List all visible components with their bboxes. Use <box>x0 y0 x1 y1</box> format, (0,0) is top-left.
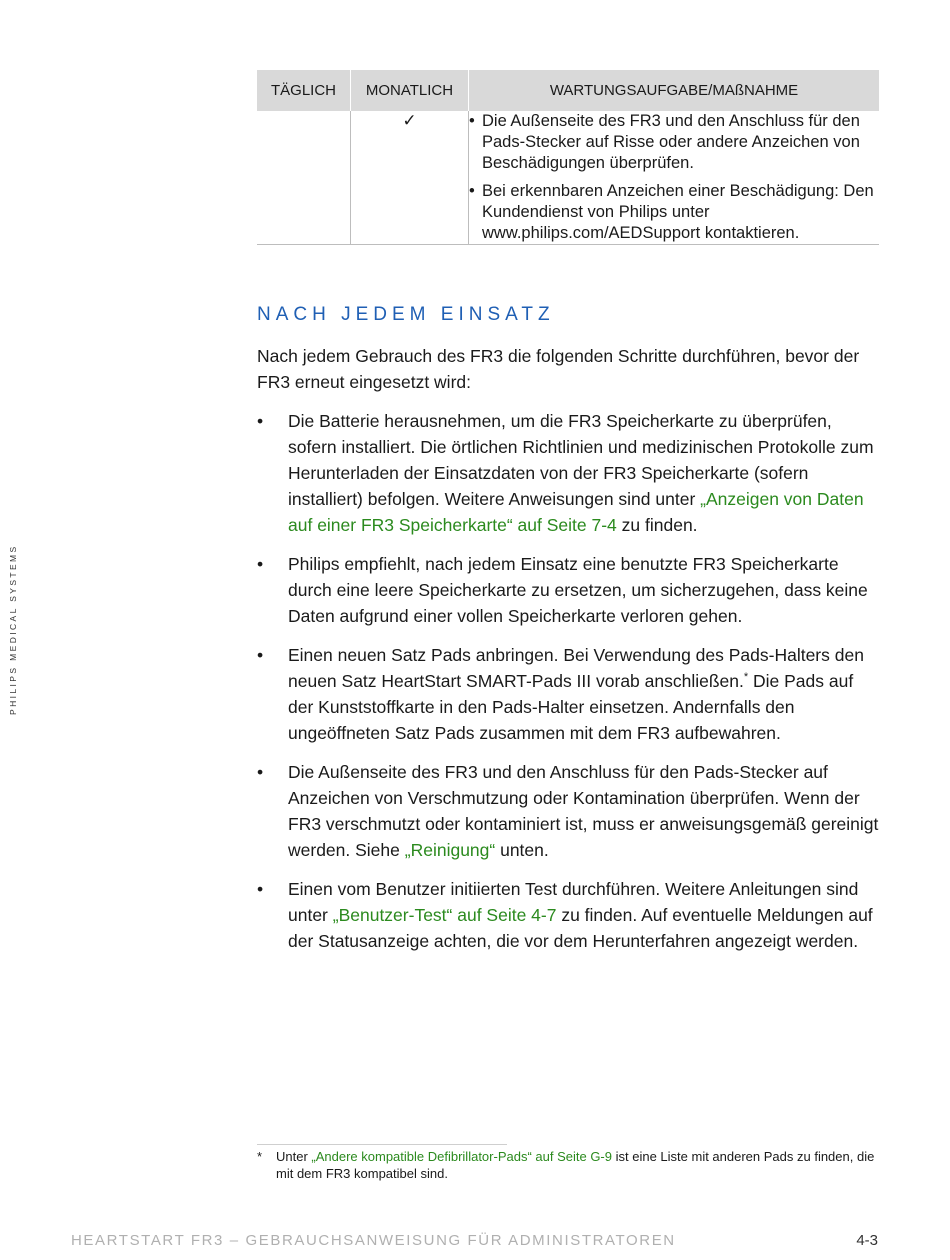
footnote-text-before: Unter <box>276 1149 312 1164</box>
header-monthly: MONATLICH <box>351 70 469 111</box>
item-text: Einen neuen Satz Pads anbringen. Bei Verwendung des Pads-Halters den neuen Satz HeartStart SMART-Pads III vorab anschließen. <box>288 645 864 691</box>
header-daily: TÄGLICH <box>257 70 351 111</box>
list-item <box>257 551 882 629</box>
item-text: Die Batterie herausnehmen, um die FR3 Speicherkarte zu überprüfen, sofern installiert. Die örtlichen Richtlinien und medizinischen Protokolle zum Herunterladen der Einsatzdaten von der FR3 Speicherkarte (sofern installiert) befolgen. Weitere Anweisungen sind unter <box>288 411 874 509</box>
link-kompatible-pads[interactable]: „Andere kompatible Defibrillator-Pads“ auf Seite G-9 <box>311 1149 612 1164</box>
list-item <box>257 642 882 746</box>
bullet-dot: • <box>469 112 475 130</box>
cell-monthly-check: ✓ <box>351 111 469 245</box>
bullet-dot: • <box>469 182 475 200</box>
page-number: 4-3 <box>856 1232 878 1249</box>
footnote <box>257 1148 882 1182</box>
bullet-dot: • <box>257 762 264 782</box>
link-benutzer-test[interactable]: „Benutzer-Test“ auf Seite 4-7 <box>332 905 557 925</box>
task-item <box>469 181 879 244</box>
header-task: WARTUNGSAUFGABE/MAßNAHME <box>469 70 880 111</box>
task-text: Bei erkennbaren Anzeichen einer Beschädigung: Den Kundendienst von Philips unter www.philips.com/AEDSupport kontaktieren. <box>482 182 874 242</box>
footer-title: HEARTSTART FR3 – GEBRAUCHSANWEISUNG FÜR ADMINISTRATOREN <box>71 1232 676 1249</box>
intro-paragraph: Nach jedem Gebrauch des FR3 die folgenden Schritte durchführen, bevor der FR3 erneut eingesetzt wird: <box>257 346 860 392</box>
footnote-text-after: ist eine Liste mit anderen Pads zu finden, die mit dem FR3 kompatibel sind. <box>276 1149 875 1181</box>
item-text: Die Pads auf der Kunststoffkarte in den Pads-Halter einsetzen. Andernfalls den ungeöffneten Satz Pads zusammen mit dem FR3 aufbewahren. <box>288 671 854 743</box>
cell-task <box>469 111 880 245</box>
footnote-mark: * <box>257 1149 263 1164</box>
item-text: zu finden. <box>616 515 698 535</box>
item-text: Philips empfiehlt, nach jedem Einsatz eine benutzte FR3 Speicherkarte durch eine leere Speicherkarte zu ersetzen, um sicherzugehen, dass keine Daten aufgrund einer vollen Speicherkarte verloren gehen. <box>288 554 868 626</box>
item-text: Einen vom Benutzer initiierten Test durchführen. Weitere Anleitungen sind unter <box>288 879 859 925</box>
item-text: zu finden. Auf eventuelle Meldungen auf der Statusanzeige achten, die vor dem Herunterfahren angezeigt werden. <box>288 905 873 951</box>
item-text: unten. <box>495 840 549 860</box>
steps-list <box>257 408 882 967</box>
side-label-text: PHILIPS MEDICAL SYSTEMS <box>8 544 18 715</box>
task-item <box>469 111 879 174</box>
link-reinigung[interactable]: „Reinigung“ <box>404 840 496 860</box>
footnote-reference[interactable]: * <box>743 671 749 683</box>
cell-daily <box>257 111 351 245</box>
bullet-dot: • <box>257 411 264 431</box>
side-label <box>6 545 20 715</box>
footnote-text <box>257 1148 882 1182</box>
table-row <box>257 111 879 245</box>
item-text: Die Außenseite des FR3 und den Anschluss für den Pads-Stecker auf Anzeichen von Verschmutzung oder Kontamination überprüfen. Wenn der FR3 verschmutzt oder kontaminiert ist, muss er anweisungsgemäß gereinigt werden. Siehe <box>288 762 879 860</box>
table-header-row <box>257 70 879 111</box>
task-text: Die Außenseite des FR3 und den Anschluss für den Pads-Stecker auf Risse oder andere Anzeichen von Beschädigungen überprüfen. <box>482 112 860 172</box>
list-item <box>257 759 882 863</box>
link-speicherkarte[interactable]: „Anzeigen von Daten auf einer FR3 Speicherkarte“ auf Seite 7-4 <box>288 489 864 535</box>
list-item <box>257 876 882 954</box>
list-item <box>257 408 882 538</box>
bullet-dot: • <box>257 554 264 574</box>
section-heading: NACH JEDEM EINSATZ <box>257 304 555 325</box>
footnote-divider <box>257 1144 507 1145</box>
bullet-dot: • <box>257 645 264 665</box>
maintenance-table <box>257 70 879 245</box>
bullet-dot: • <box>257 879 264 899</box>
